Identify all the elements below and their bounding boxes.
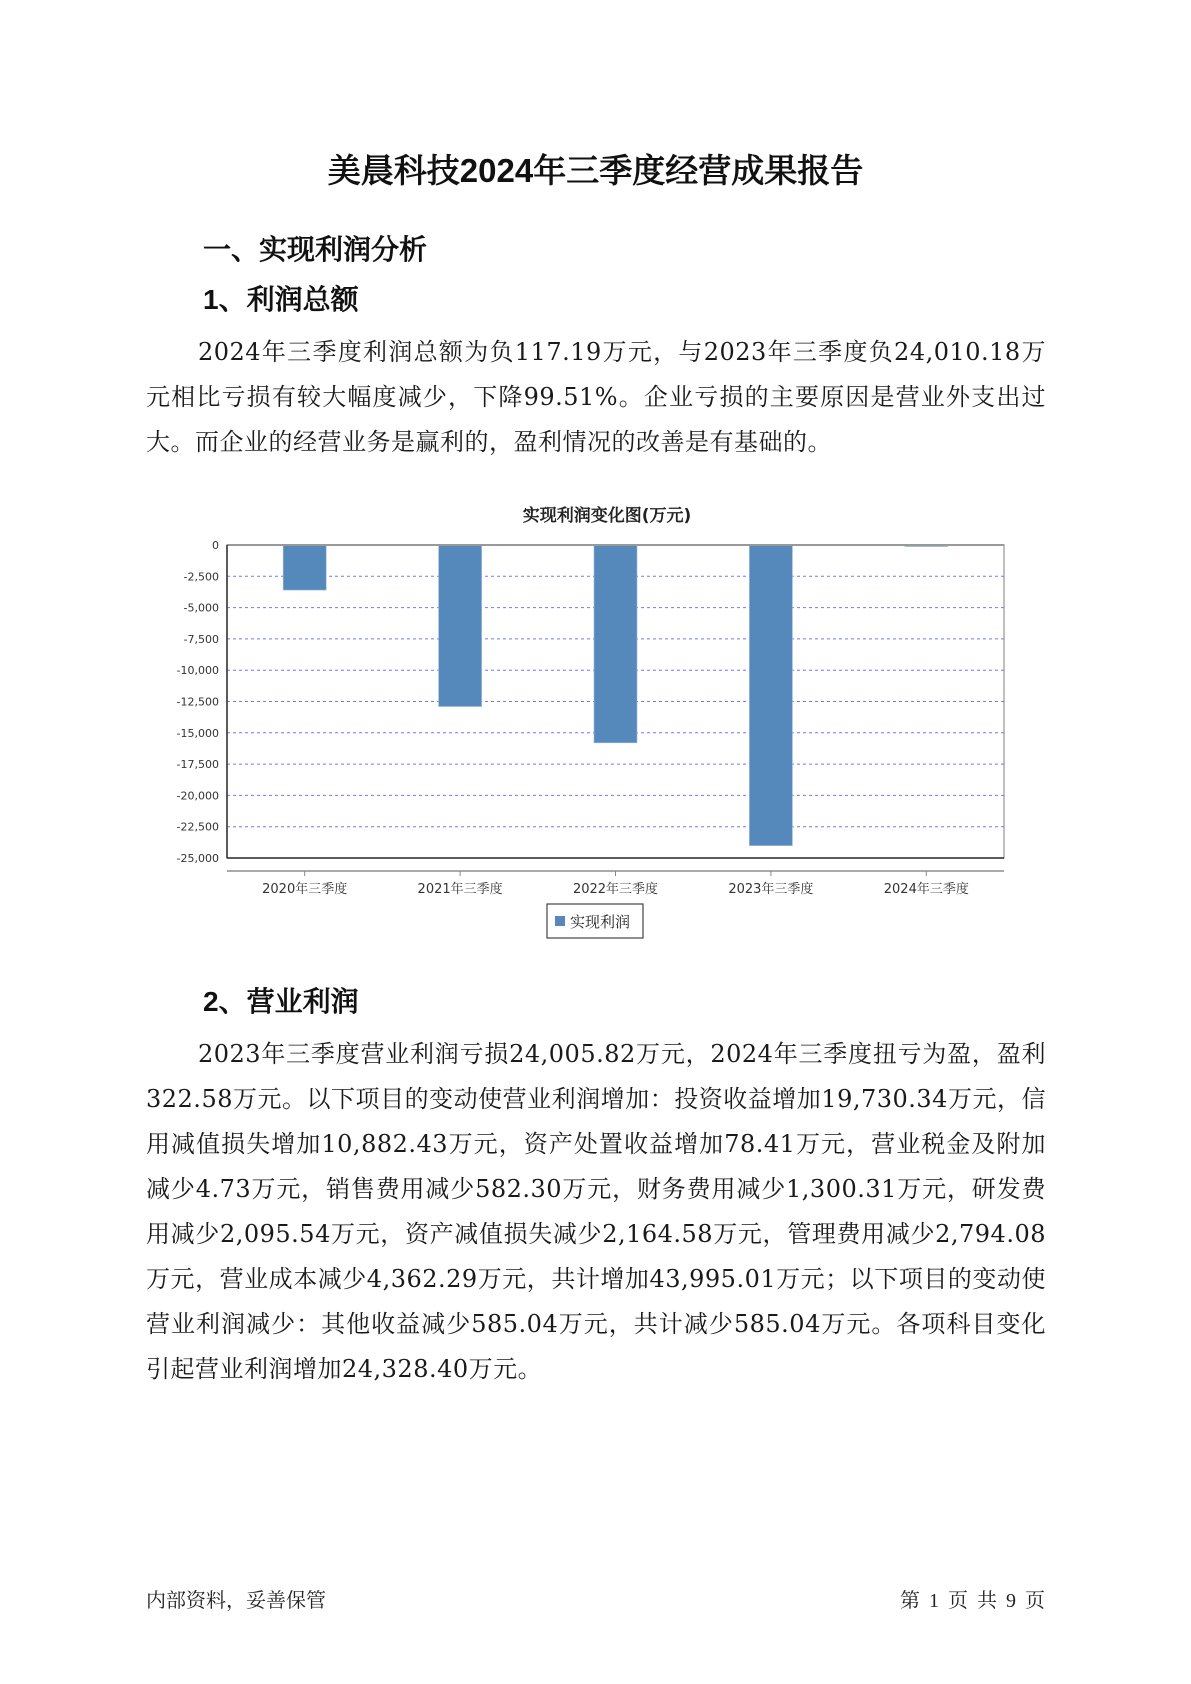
y-tick-label: -10,000 (176, 664, 219, 678)
x-tick-label: 2020年三季度 (262, 882, 348, 897)
bar-2023年三季度 (749, 545, 792, 846)
x-tick-label: 2021年三季度 (417, 882, 503, 897)
legend-swatch (555, 916, 565, 926)
document-title: 美晨科技2024年三季度经营成果报告 (327, 152, 864, 189)
bar-2021年三季度 (439, 545, 482, 707)
legend-label: 实现利润 (570, 913, 631, 931)
y-tick-label: -20,000 (176, 789, 219, 803)
bar-2022年三季度 (594, 545, 637, 743)
paragraph-total-profit: 2024年三季度利润总额为负117.19万元，与2023年三季度负24,010.18万元相比亏损有较大幅度减少，下降99.51%。企业亏损的主要原因是营业外支出过大。而企业的经营业务是赢利的，盈利情况的改善是有基础的。 (146, 338, 1046, 456)
subsection-heading-operating-profit: 2、营业利润 (203, 986, 359, 1017)
y-tick-label: -15,000 (176, 726, 219, 740)
x-tick-label: 2023年三季度 (728, 882, 814, 897)
y-tick-label: 0 (212, 539, 219, 552)
y-tick-label: -7,500 (183, 632, 219, 646)
x-tick-label: 2024年三季度 (883, 882, 969, 897)
chart-title: 实现利润变化图(万元) (522, 506, 692, 526)
paragraph-operating-profit: 2023年三季度营业利润亏损24,005.82万元，2024年三季度扭亏为盈，盈利322.58万元。以下项目的变动使营业利润增加：投资收益增加19,730.34万元，信用减值损失增加10,882.43万元，资产处置收益增加78.41万元，营业税金及附加减少4.73万元，销售费用减少582.30万元，财务费用减少1,300.31万元，研发费用减少2,095.54万元，资产减值损失减少2,164.58万元，管理费用减少2,794.08万元，营业成本减少4,362.29万元，共计增加43,995.01万元；以下项目的变动使营业利润减少：其他收益减少585.04万元，共计减少585.04万元。各项科目变化引起营业利润增加24,328.40万元。 (146, 1040, 1046, 1383)
y-tick-label: -25,000 (176, 852, 219, 865)
chart-legend (547, 904, 643, 938)
y-tick-label: -12,500 (176, 695, 219, 709)
y-tick-label: -5,000 (183, 601, 219, 615)
footer-page-number: 第 1 页 共 9 页 (900, 1590, 1045, 1612)
subsection-heading-total-profit: 1、利润总额 (203, 284, 359, 315)
section-heading-profit-analysis: 一、实现利润分析 (203, 234, 428, 265)
footer-confidential-note: 内部资料，妥善保管 (146, 1590, 326, 1612)
y-tick-label: -17,500 (176, 758, 219, 772)
y-tick-label: -22,500 (176, 820, 219, 834)
bar-2020年三季度 (283, 545, 326, 590)
y-tick-label: -2,500 (183, 570, 219, 584)
x-tick-label: 2022年三季度 (572, 882, 659, 897)
